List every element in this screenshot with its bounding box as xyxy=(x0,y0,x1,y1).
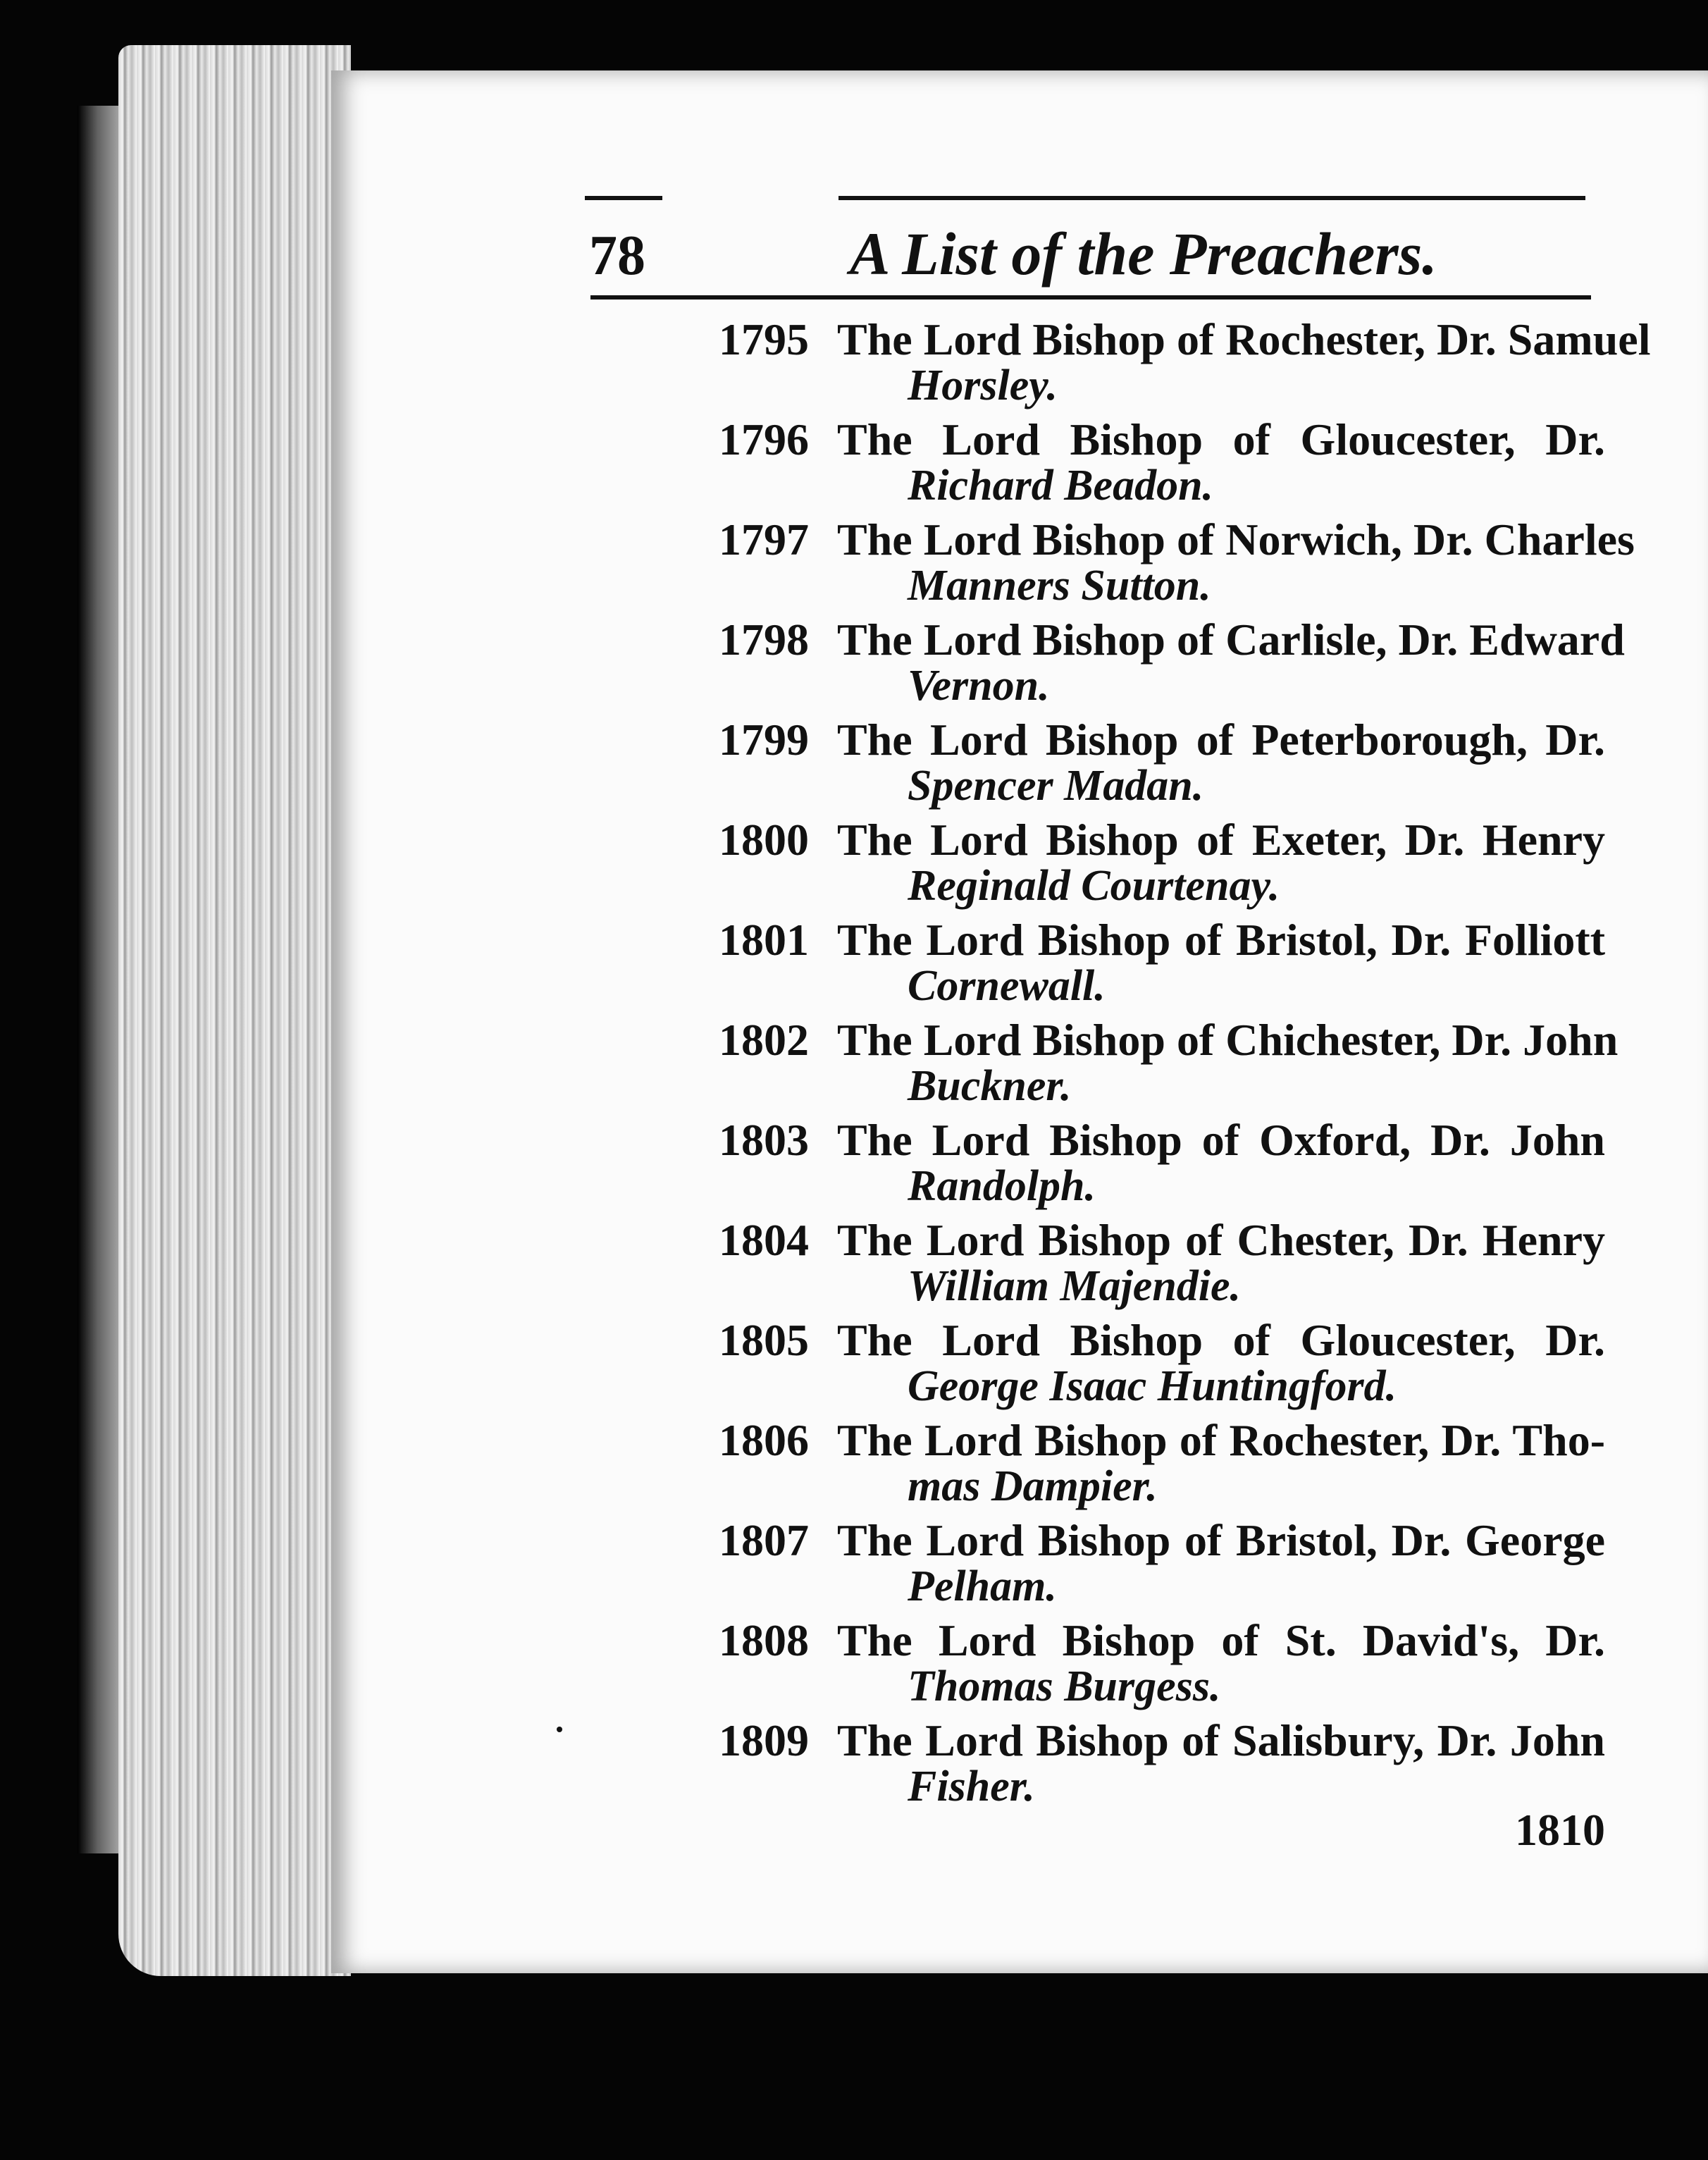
list-entry xyxy=(719,1517,1607,1617)
entry-text: The Lord Bishop of Bristol, Dr. George xyxy=(837,1515,1605,1565)
entry-year: 1798 xyxy=(719,615,809,665)
entry-year: 1809 xyxy=(719,1715,809,1765)
entry-text: The Lord Bishop of Carlisle, Dr. Edward xyxy=(837,615,1625,665)
entry-text: The Lord Bishop of Gloucester, Dr. xyxy=(837,414,1605,464)
header-rule-right xyxy=(838,196,1585,200)
list-entry xyxy=(719,1417,1607,1517)
entry-name: George Isaac Huntingford. xyxy=(908,1362,1397,1410)
entry-year: 1797 xyxy=(719,514,809,564)
entry-text: The Lord Bishop of Oxford, Dr. John xyxy=(837,1115,1605,1165)
entry-year: 1804 xyxy=(719,1215,809,1265)
entry-text: The Lord Bishop of Bristol, Dr. Folliott xyxy=(837,915,1605,965)
list-entry xyxy=(719,716,1607,816)
list-entry xyxy=(719,1617,1607,1717)
entry-name: William Majendie. xyxy=(908,1262,1242,1310)
list-entry xyxy=(719,816,1607,916)
entry-text: The Lord Bishop of Rochester, Dr. Samuel xyxy=(837,314,1651,364)
preachers-list xyxy=(719,314,1651,1817)
entry-name: Manners Sutton. xyxy=(908,562,1211,610)
entry-text: The Lord Bishop of Rochester, Dr. Tho- xyxy=(837,1415,1605,1465)
entry-name: Fisher. xyxy=(908,1763,1035,1810)
running-title: A List of the Preachers. xyxy=(850,220,1437,288)
entry-year: 1808 xyxy=(719,1615,809,1665)
list-entry xyxy=(719,1316,1607,1417)
entry-text: The Lord Bishop of St. David's, Dr. xyxy=(837,1615,1605,1665)
list-entry xyxy=(719,1717,1607,1817)
entry-name: Spencer Madan. xyxy=(908,762,1204,810)
entry-year: 1795 xyxy=(719,314,809,364)
entry-name: Randolph. xyxy=(908,1162,1096,1210)
list-entry xyxy=(719,1216,1607,1316)
entry-year: 1799 xyxy=(719,715,809,765)
ink-speck xyxy=(557,1727,562,1732)
entry-name: Reginald Courtenay. xyxy=(908,862,1280,910)
list-entry xyxy=(719,514,1635,616)
entry-year: 1802 xyxy=(719,1015,809,1065)
entry-year: 1807 xyxy=(719,1515,809,1565)
list-entry xyxy=(719,615,1625,716)
list-entry xyxy=(719,416,1607,516)
list-entry xyxy=(719,314,1651,416)
page-number: 78 xyxy=(589,225,645,287)
entry-name: Thomas Burgess. xyxy=(908,1662,1221,1710)
header-rule-left xyxy=(585,196,662,200)
entry-name: Vernon. xyxy=(908,662,1050,710)
entry-name: Buckner. xyxy=(908,1062,1072,1110)
entry-name: Richard Beadon. xyxy=(908,462,1214,510)
entry-year: 1803 xyxy=(719,1115,809,1165)
entry-text: The Lord Bishop of Salisbury, Dr. John xyxy=(837,1715,1605,1765)
entry-year: 1805 xyxy=(719,1315,809,1365)
entry-text: The Lord Bishop of Norwich, Dr. Charles xyxy=(837,514,1635,564)
list-entry xyxy=(719,1015,1619,1116)
entry-text: The Lord Bishop of Chester, Dr. Henry xyxy=(837,1215,1605,1265)
list-entry xyxy=(719,1116,1607,1216)
entry-name: Cornewall. xyxy=(908,962,1106,1010)
entry-name: Pelham. xyxy=(908,1562,1057,1610)
catchword: 1810 xyxy=(1515,1805,1605,1855)
entry-text: The Lord Bishop of Gloucester, Dr. xyxy=(837,1315,1605,1365)
entry-year: 1801 xyxy=(719,915,809,965)
book-page-edges xyxy=(118,45,351,1976)
header-rule-bottom xyxy=(590,295,1591,300)
entry-text: The Lord Bishop of Peterborough, Dr. xyxy=(837,715,1605,765)
entry-year: 1806 xyxy=(719,1415,809,1465)
entry-text: The Lord Bishop of Chichester, Dr. John xyxy=(837,1015,1619,1065)
entry-name: Horsley. xyxy=(908,362,1058,409)
entry-name: mas Dampier. xyxy=(908,1462,1158,1510)
list-entry xyxy=(719,916,1607,1016)
entry-year: 1796 xyxy=(719,414,809,464)
entry-text: The Lord Bishop of Exeter, Dr. Henry xyxy=(837,815,1605,865)
entry-year: 1800 xyxy=(719,815,809,865)
